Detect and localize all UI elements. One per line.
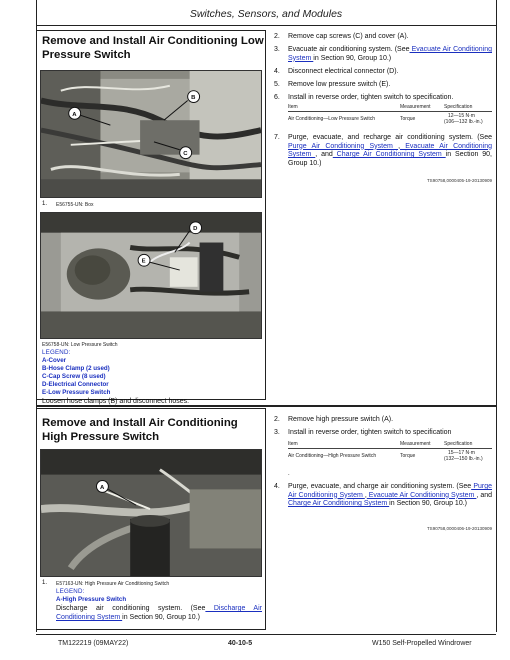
spec-header-item: Item — [288, 104, 298, 110]
low-legend-title: LEGEND: — [42, 349, 71, 356]
callout-a: A — [72, 111, 77, 118]
high-pressure-switch-photo — [40, 449, 262, 577]
step-text: in Section 90, Group 10.) — [389, 500, 467, 507]
callout-a: A — [99, 484, 105, 491]
callout-c: C — [183, 151, 188, 158]
spec-header-measurement: Measurement — [400, 104, 431, 110]
step-number: 4. — [274, 483, 280, 490]
footer-page-number: 40-10-5 — [228, 640, 253, 647]
step-text: , — [364, 491, 367, 499]
figure-1-caption: E57163-UN: High Pressure Air Conditioning Switch — [56, 581, 170, 587]
step-text: , — [398, 142, 401, 150]
high-legend-title: LEGEND: — [56, 588, 85, 595]
high-spec-table — [288, 440, 492, 464]
callout-e: E — [141, 258, 146, 265]
step-text: , and — [315, 151, 333, 158]
note-text: in Section 90, Group 10.) — [122, 614, 200, 621]
low-pressure-title: Remove and Install Air Conditioning Low Pressure Switch — [42, 35, 264, 61]
spec-value-imperial: (106—132 lb.-in.) — [444, 119, 483, 125]
low-ref-code: TS90758,0000405-19-20130909 — [426, 178, 492, 183]
step-text: Purge, evacuate, and recharge air conditioning system. (See — [288, 134, 492, 141]
spec-header-specification: Specification — [444, 441, 473, 447]
purge-link[interactable]: Purge Air Conditioning System — [288, 142, 399, 150]
low-pressure-switch-photo — [40, 212, 262, 339]
low-step-7 — [274, 134, 492, 168]
figure-2-caption: E56758-UN: Low Pressure Switch — [42, 342, 118, 348]
note-text: Discharge air conditioning system. (See — [56, 605, 206, 612]
spec-value: 12—15 N·m — [448, 113, 475, 119]
low-legend-item: D-Electrical Connector — [42, 381, 109, 388]
low-step-5 — [274, 81, 492, 90]
section-divider — [36, 405, 496, 407]
high-step-2 — [274, 416, 492, 425]
high-pressure-title: Remove and Install Air Conditioning High Pressure Switch — [42, 417, 238, 443]
spec-header-measurement: Measurement — [400, 441, 431, 447]
step-text: Remove low pressure switch (E). — [288, 81, 391, 88]
evacuate-link[interactable]: Evacuate Air Conditioning System — [288, 142, 492, 158]
step-text: Remove high pressure switch (A). — [288, 416, 394, 423]
high-legend-item: A-High Pressure Switch — [56, 596, 127, 603]
spec-header-item: Item — [288, 441, 298, 447]
step-number: 5. — [274, 81, 280, 88]
footer-product-name: W150 Self-Propelled Windrower — [372, 640, 472, 647]
step-number: 3. — [274, 429, 280, 436]
low-step-2 — [274, 33, 492, 42]
footer-doc-id: TM122219 (09MAY22) — [58, 640, 129, 647]
high-ref-code: TS90758,0000406-19-20130909 — [426, 526, 492, 531]
step-number: 4. — [274, 68, 280, 75]
step-text: , and — [476, 491, 492, 499]
charge-link[interactable]: Charge Air Conditioning System — [288, 500, 390, 507]
spec-header-row — [288, 440, 492, 449]
page-border-right — [496, 0, 497, 632]
spec-measurement: Torque — [400, 116, 416, 122]
step-number: 7. — [274, 134, 280, 141]
evacuate-link[interactable]: Evacuate Air Conditioning System — [288, 46, 492, 62]
step-number: 2. — [274, 416, 280, 423]
figure-1-number: 1. — [42, 580, 48, 586]
step-text: Purge, evacuate, and charge air conditioning system. (See — [288, 483, 472, 490]
header-rule — [36, 25, 496, 26]
callout-b: B — [191, 95, 196, 102]
spec-measurement: Torque — [400, 453, 416, 459]
step-number: 3. — [274, 46, 280, 53]
step-text: Evacuate air conditioning system. (See — [288, 46, 410, 53]
high-step-3 — [274, 429, 492, 438]
low-legend-item: A-Cover — [42, 357, 67, 364]
spec-header-row — [288, 103, 492, 112]
page-header: Switches, Sensors, and Modules — [189, 8, 343, 20]
discharge-link[interactable]: Discharge Air Conditioning System — [56, 605, 262, 621]
purge-link[interactable]: Purge Air Conditioning System — [288, 483, 493, 499]
low-legend-item: E-Low Pressure Switch — [42, 389, 111, 396]
low-note: Loosen hose clamps (B) and disconnect hoses. — [42, 398, 190, 405]
evacuate-link[interactable]: Evacuate Air Conditioning System — [366, 491, 477, 499]
figure-1-caption: E56755-UN: Box — [56, 202, 94, 208]
step-text: Remove cap screws (C) and cover (A). — [288, 33, 409, 40]
spec-item: Air Conditioning—Low Pressure Switch — [288, 116, 375, 122]
step-text: Install in reverse order, tighten switch to specification — [288, 429, 452, 436]
spec-item: Air Conditioning—High Pressure Switch — [288, 453, 377, 459]
step-text: Disconnect electrical connector (D). — [288, 68, 399, 75]
step-text: in Section 90, Group 10.) — [313, 54, 392, 62]
low-spec-table — [288, 103, 492, 127]
step-number: 2. — [274, 33, 280, 40]
high-step-4 — [274, 483, 492, 509]
spec-value: 15—17 N·m — [448, 450, 475, 456]
spec-header-specification: Specification — [444, 104, 473, 110]
low-legend-item: B-Hose Clamp (2 used) — [42, 365, 110, 372]
low-step-4 — [274, 68, 492, 77]
low-legend-item: C-Cap Screw (8 used) — [42, 373, 106, 380]
spec-value-imperial: (132—150 lb.-in.) — [444, 456, 483, 462]
charge-link[interactable]: Charge Air Conditioning System — [332, 151, 446, 158]
step-number: 6. — [274, 94, 280, 101]
figure-1-number: 1. — [42, 201, 48, 207]
low-step-3 — [274, 46, 492, 63]
low-step-6 — [274, 94, 492, 103]
step-text: in Section 90, Group 10.) — [288, 151, 492, 167]
high-note — [56, 604, 262, 622]
step-text: Install in reverse order, tighten switch to specification. — [288, 94, 454, 101]
footer-rule — [36, 634, 496, 635]
stray-dot: . — [288, 471, 290, 477]
callout-d: D — [193, 226, 198, 233]
box-photo — [40, 70, 262, 198]
